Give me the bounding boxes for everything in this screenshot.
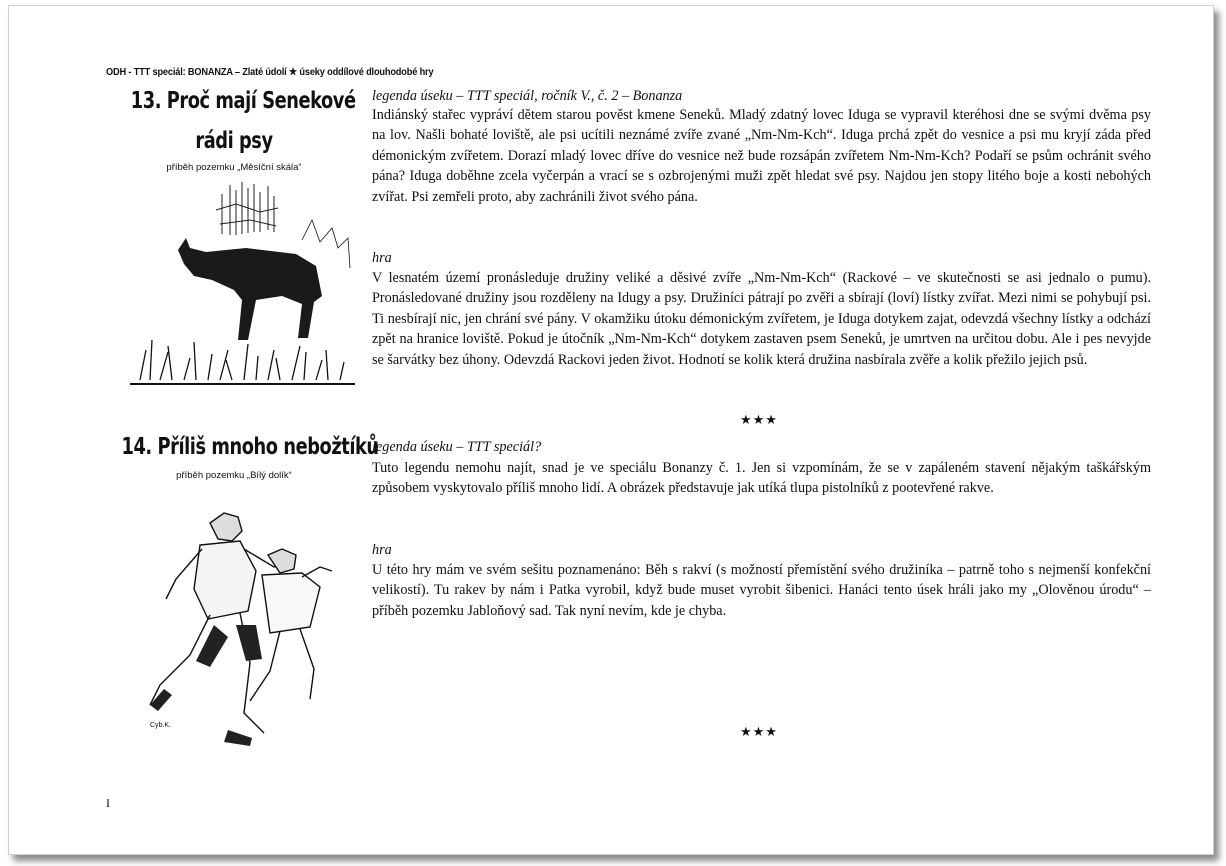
page-header: ODH - TTT speciál: BONANZA – Zlaté údolí ★ úseky oddílové dlouhodobé hry xyxy=(106,66,434,78)
section-13-legend-heading: legenda úseku – TTT speciál, ročník V., č. 2 – Bonanza xyxy=(372,88,683,104)
section-13-game-text: V lesnatém území pronásleduje družiny veliké a děsivé zvíře „Nm-Nm-Kch“ (Rackové – ve skutečnosti se asi jednalo o pumu). Pronásledované družiny jsou rozděleny na Idugy a psy. Družiníci pátrají po zvěři a sbírají (loví) lístky zvířat. Mezi nimi se pohybují psi. Ti nesbírají nic, jen chrání své pány. V okamžiku útoku démonickým zvířetem, je Iduga dotykem zajat, odevzdá všechny lístky a odchází zpět na hranice loviště. Pokud je útočník „Nm-Nm-Kch“ dotykem zastaven psem Seneků, je umrtven na určitou dobu. Ale i pes nevyjde se šarvátky bez úhony. Odevzdá Rackovi jeden život. Hodnotí se kolik která družina nasbírala zvěře a kolik přežilo jejich psů. xyxy=(372,270,1151,368)
section-14-game-heading: hra xyxy=(372,542,392,558)
section-14-legend-heading: legenda úseku – TTT speciál? xyxy=(372,439,542,455)
illustration-signature: Cyb.K. xyxy=(150,722,172,729)
section-13-legend-text: Indiánský stařec vypráví dětem starou pověst kmene Seneků. Mladý zdatný lovec Iduga se vypravil kteréhosi dne se svými dvěma psy na lov. Našli bohaté loviště, ale psi ucítili neznámé zvíře zvané „Nm-Nm-Kch“. Iduga prchá zpět do vesnice a psi mu kryjí záda před démonickým zvířetem. Dorazí mladý lovec dříve do vesnice než bude rozsápán zvířetem Nm-Nm-Kch? Podaří se psům ochránit svého pána? Iduga doběhne zcela vyčerpán a vrací se s ozbrojenými muži zpět hledat své psy. Najdou jen stopy litého boje a kosti nebohých zvířat. Psi zemřeli proto, aby zachránili život svého pána. xyxy=(372,107,1151,205)
section-14-subtitle: příběh pozemku „Bílý dolík“ xyxy=(176,470,292,481)
page-number: I xyxy=(106,796,110,810)
section-13-divider-stars: ★★★ xyxy=(740,412,778,427)
section-13-subtitle: příběh pozemku „Měsíční skála“ xyxy=(166,162,302,173)
section-14-divider-stars: ★★★ xyxy=(740,724,778,739)
section-13-title-line2: rádi psy xyxy=(195,128,273,154)
wolf-illustration xyxy=(130,180,360,390)
section-14-legend-text: Tuto legendu nemohu najít, snad je ve speciálu Bonanzy č. 1. Jen si vzpomínám, že se v zapáleném stavení nějakým taškářským způsobem vyskytovalo příliš mnoho lidí. A obrázek představuje jak utíká tlupa pistolníků z pootevřené rakve. xyxy=(372,460,1151,497)
section-13-title-line1: 13. Proč mají Senekové xyxy=(130,88,356,114)
section-14-title: 14. Příliš mnoho nebožtíků xyxy=(121,434,379,460)
section-14-game-text: U této hry mám ve svém sešitu poznamenáno: Běh s rakví (s možností přemístění svého družiníka – patrně toho s nejmenší konfekční velikostí). Tu rakev by nám i Patka vyrobil, když bude muset vyrobit šibenici. Hanáci tento úsek hráli jako my „Olověnou úrodu“ – příběh pozemku Jabloňový sad. Tak nyní nevím, kde je chyba. xyxy=(372,562,1151,619)
section-13-game-heading: hra xyxy=(372,250,392,266)
gunmen-illustration xyxy=(140,505,340,750)
